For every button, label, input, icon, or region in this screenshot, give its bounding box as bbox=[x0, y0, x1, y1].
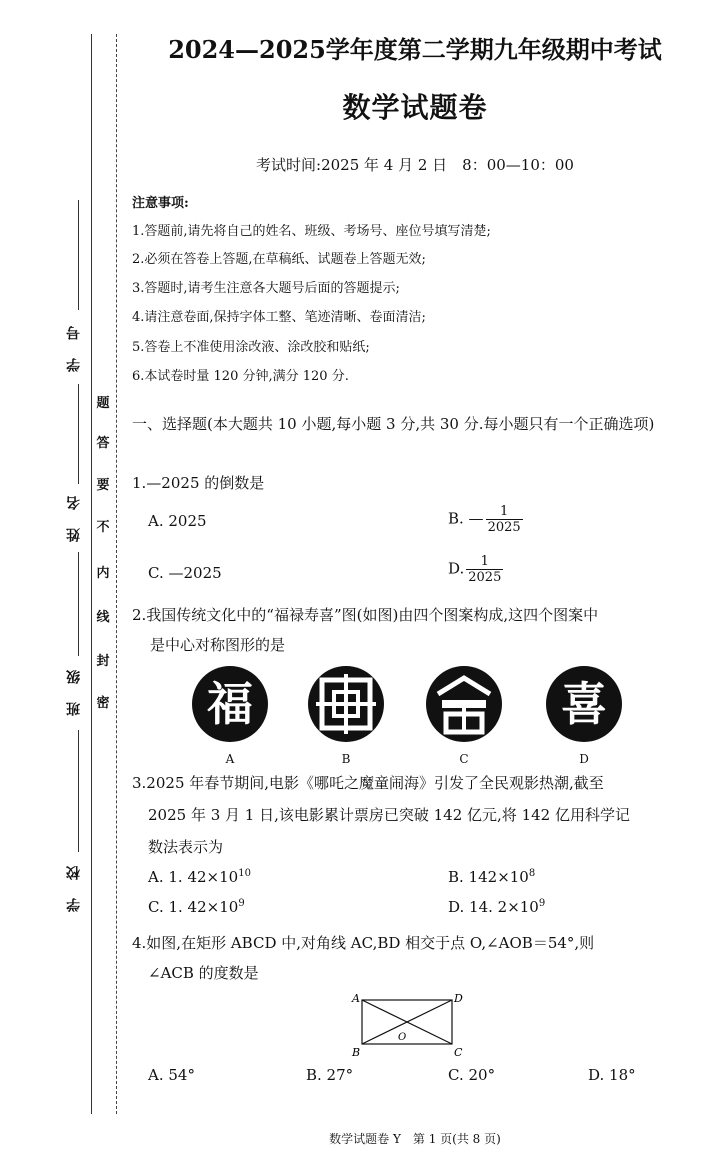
student-number-blank[interactable] bbox=[78, 200, 79, 310]
notes-heading: 注意事项: bbox=[132, 196, 189, 211]
q1-b-fraction: $\frac{1}{2025}$ bbox=[487, 504, 521, 535]
exam-title: 2024—2025学年度第二学期九年级期中考试 bbox=[168, 35, 662, 64]
q4-option-d[interactable]: D. 18° bbox=[588, 1066, 636, 1084]
seal-char: 不 bbox=[96, 520, 110, 535]
q1-stem: 1.—2025 的倒数是 bbox=[132, 474, 265, 492]
q4-option-b[interactable]: B. 27° bbox=[306, 1066, 354, 1084]
seal-dashed-line bbox=[116, 34, 117, 1114]
q1-d-prefix: D. bbox=[448, 559, 465, 578]
note-item: 3.答题时,请考生注意各大题号后面的答题提示; bbox=[132, 281, 400, 296]
q1-d-fraction: $\frac{1}{2025}$ bbox=[468, 554, 502, 585]
field-student-number: 学 号 bbox=[66, 324, 82, 372]
svg-text:C: C bbox=[454, 1046, 463, 1059]
svg-text:福: 福 bbox=[207, 677, 253, 731]
seal-char: 线 bbox=[96, 610, 110, 625]
note-item: 6.本试卷时量 120 分钟,满分 120 分. bbox=[132, 369, 349, 384]
svg-text:O: O bbox=[398, 1032, 407, 1043]
svg-text:喜: 喜 bbox=[561, 677, 607, 731]
name-blank[interactable] bbox=[78, 384, 79, 484]
page-footer: 数学试题卷 Y 第 1 页(共 8 页) bbox=[329, 1132, 501, 1146]
lu-pattern-icon bbox=[308, 666, 384, 742]
q3-option-c[interactable]: C. 1. $42\times 10^9$ bbox=[148, 898, 245, 916]
subject-title: 数学试题卷 bbox=[342, 91, 488, 124]
q2-label-d[interactable]: D bbox=[579, 752, 589, 766]
seal-char: 内 bbox=[96, 566, 110, 581]
q2-label-a[interactable]: A bbox=[225, 752, 235, 766]
note-item: 1.答题前,请先将自己的姓名、班级、考场号、座位号填写清楚; bbox=[132, 224, 491, 239]
q3-stem-line1: 3.2025 年春节期间,电影《哪吒之魔童闹海》引发了全民观影热潮,截至 bbox=[132, 774, 604, 792]
q2-label-c[interactable]: C bbox=[459, 752, 469, 766]
q4-rectangle-figure bbox=[344, 990, 470, 1060]
q1-option-b[interactable] bbox=[448, 504, 523, 535]
seal-char: 要 bbox=[96, 478, 110, 493]
q3-stem-line3: 数法表示为 bbox=[148, 838, 224, 856]
seal-char: 密 bbox=[96, 696, 110, 711]
q1-option-a[interactable]: A. 2025 bbox=[148, 512, 207, 530]
q1-b-prefix: B. — bbox=[448, 509, 484, 528]
class-blank[interactable] bbox=[78, 552, 79, 656]
binding-line bbox=[91, 34, 92, 1114]
section-heading: 一、选择题(本大题共 10 小题,每小题 3 分,共 30 分.每小题只有一个正确选项) bbox=[132, 415, 655, 433]
xi-pattern-icon bbox=[546, 666, 622, 742]
field-school: 学 校 bbox=[66, 864, 82, 912]
seal-char: 答 bbox=[96, 436, 110, 451]
seal-char: 封 bbox=[96, 654, 110, 669]
q3-option-b[interactable]: B. $142\times 10^8$ bbox=[448, 868, 536, 886]
school-blank[interactable] bbox=[78, 730, 79, 852]
seal-char: 题 bbox=[96, 396, 110, 411]
q3-stem-line2: 2025 年 3 月 1 日,该电影累计票房已突破 142 亿元,将 142 亿用科学记 bbox=[148, 806, 630, 824]
q4-stem-line1: 4.如图,在矩形 ABCD 中,对角线 AC,BD 相交于点 O,∠AOB＝54°,则 bbox=[132, 934, 595, 952]
shou-pattern-icon bbox=[426, 666, 502, 742]
q1-option-d[interactable] bbox=[448, 554, 503, 585]
svg-text:B: B bbox=[352, 1046, 361, 1059]
svg-text:A: A bbox=[352, 992, 360, 1005]
field-name: 姓 名 bbox=[66, 494, 82, 542]
q2-stem-line2: 是中心对称图形的是 bbox=[150, 636, 286, 654]
q3-option-a[interactable]: A. 1. $42\times 10^{10}$ bbox=[148, 868, 251, 886]
q2-label-b[interactable]: B bbox=[341, 752, 351, 766]
note-item: 5.答卷上不准使用涂改液、涂改胶和贴纸; bbox=[132, 340, 370, 355]
q4-option-a[interactable]: A. 54° bbox=[148, 1066, 195, 1084]
svg-text:D: D bbox=[454, 992, 463, 1005]
field-class: 班 级 bbox=[66, 668, 82, 716]
fu-pattern-icon bbox=[192, 666, 268, 742]
q4-option-c[interactable]: C. 20° bbox=[448, 1066, 496, 1084]
q3-option-d[interactable]: D. 14. $2\times 10^9$ bbox=[448, 898, 546, 916]
q2-stem-line1: 2.我国传统文化中的“福禄寿喜”图(如图)由四个图案构成,这四个图案中 bbox=[132, 606, 599, 624]
q1-option-c[interactable]: C. —2025 bbox=[148, 564, 222, 582]
exam-time: 考试时间:2025 年 4 月 2 日 8：00—10：00 bbox=[256, 156, 574, 174]
note-item: 4.请注意卷面,保持字体工整、笔迹清晰、卷面清洁; bbox=[132, 310, 426, 325]
note-item: 2.必须在答卷上答题,在草稿纸、试题卷上答题无效; bbox=[132, 252, 426, 267]
q4-stem-line2: ∠ACB 的度数是 bbox=[148, 964, 259, 982]
